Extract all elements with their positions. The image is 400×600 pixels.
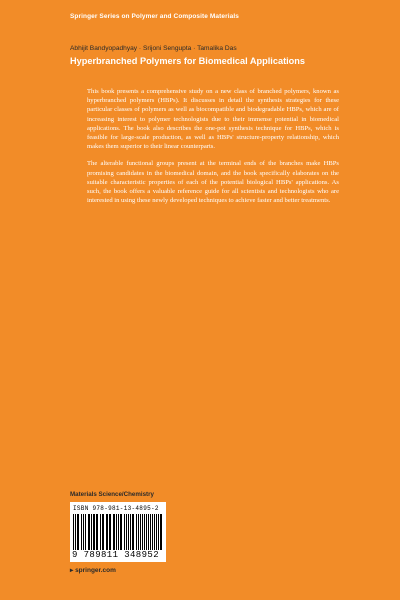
blurb-paragraph-2: The alterable functional groups present at the terminal ends of the branches make HBPs promising candidates in the biomedical domain, and the book specifically elaborates on the suitable characteristic properties of each of the potential biological HBPs' applications. As such, the book offers a valuable reference guide for all scientists and technologists who are interested in using these newly developed techniques to achieve faster and better treatments. [87,160,339,205]
barcode-stripe [78,514,79,550]
barcode-stripe [144,514,145,550]
subject-category: Materials Science/Chemistry [70,491,154,498]
barcode-stripe [100,514,101,550]
barcode-stripe [83,514,84,550]
barcode-stripe [133,514,134,550]
barcode-stripe [124,514,125,550]
barcode-stripe [93,514,94,550]
barcode-bars [73,514,163,550]
isbn-text: ISBN 978-981-13-4895-2 [73,505,159,512]
barcode-stripe [136,514,137,550]
barcode-stripe [97,514,98,550]
barcode-stripe [128,514,129,550]
barcode-stripe [107,514,108,550]
barcode-stripe [109,514,110,550]
series-name: Springer Series on Polymer and Composite Materials [70,13,239,20]
barcode-number: 9 789811 348952 [72,550,160,560]
author-list: Abhijit Bandyopadhyay · Srijoni Sengupta · Tamalika Das [70,45,237,52]
blurb [87,87,339,213]
barcode-stripe [85,514,86,550]
blurb-paragraph-1: This book presents a comprehensive study on a new class of branched polymers, known as hyperbranched polymers (HBPs). It discusses in detail the synthesis strategies for these particular classes of polymers as well as biocompatible and biodegradable HBPs, which are of increasing interest to polymer technologists due to their immense potential in biomedical applications. The book also describes the one-pot synthesis technique for HBPs, which is feasible for large-scale production, as well as HBPs' structure-property relationship, which makes them superior to their linear counterparts. [87,88,339,151]
book-title: Hyperbranched Polymers for Biomedical Applications [70,56,306,66]
barcode-stripe [156,514,157,550]
publisher-website: ▸ springer.com [70,567,116,574]
isbn-barcode [70,502,166,562]
barcode-stripe [118,514,119,550]
barcode-stripe [150,514,151,550]
